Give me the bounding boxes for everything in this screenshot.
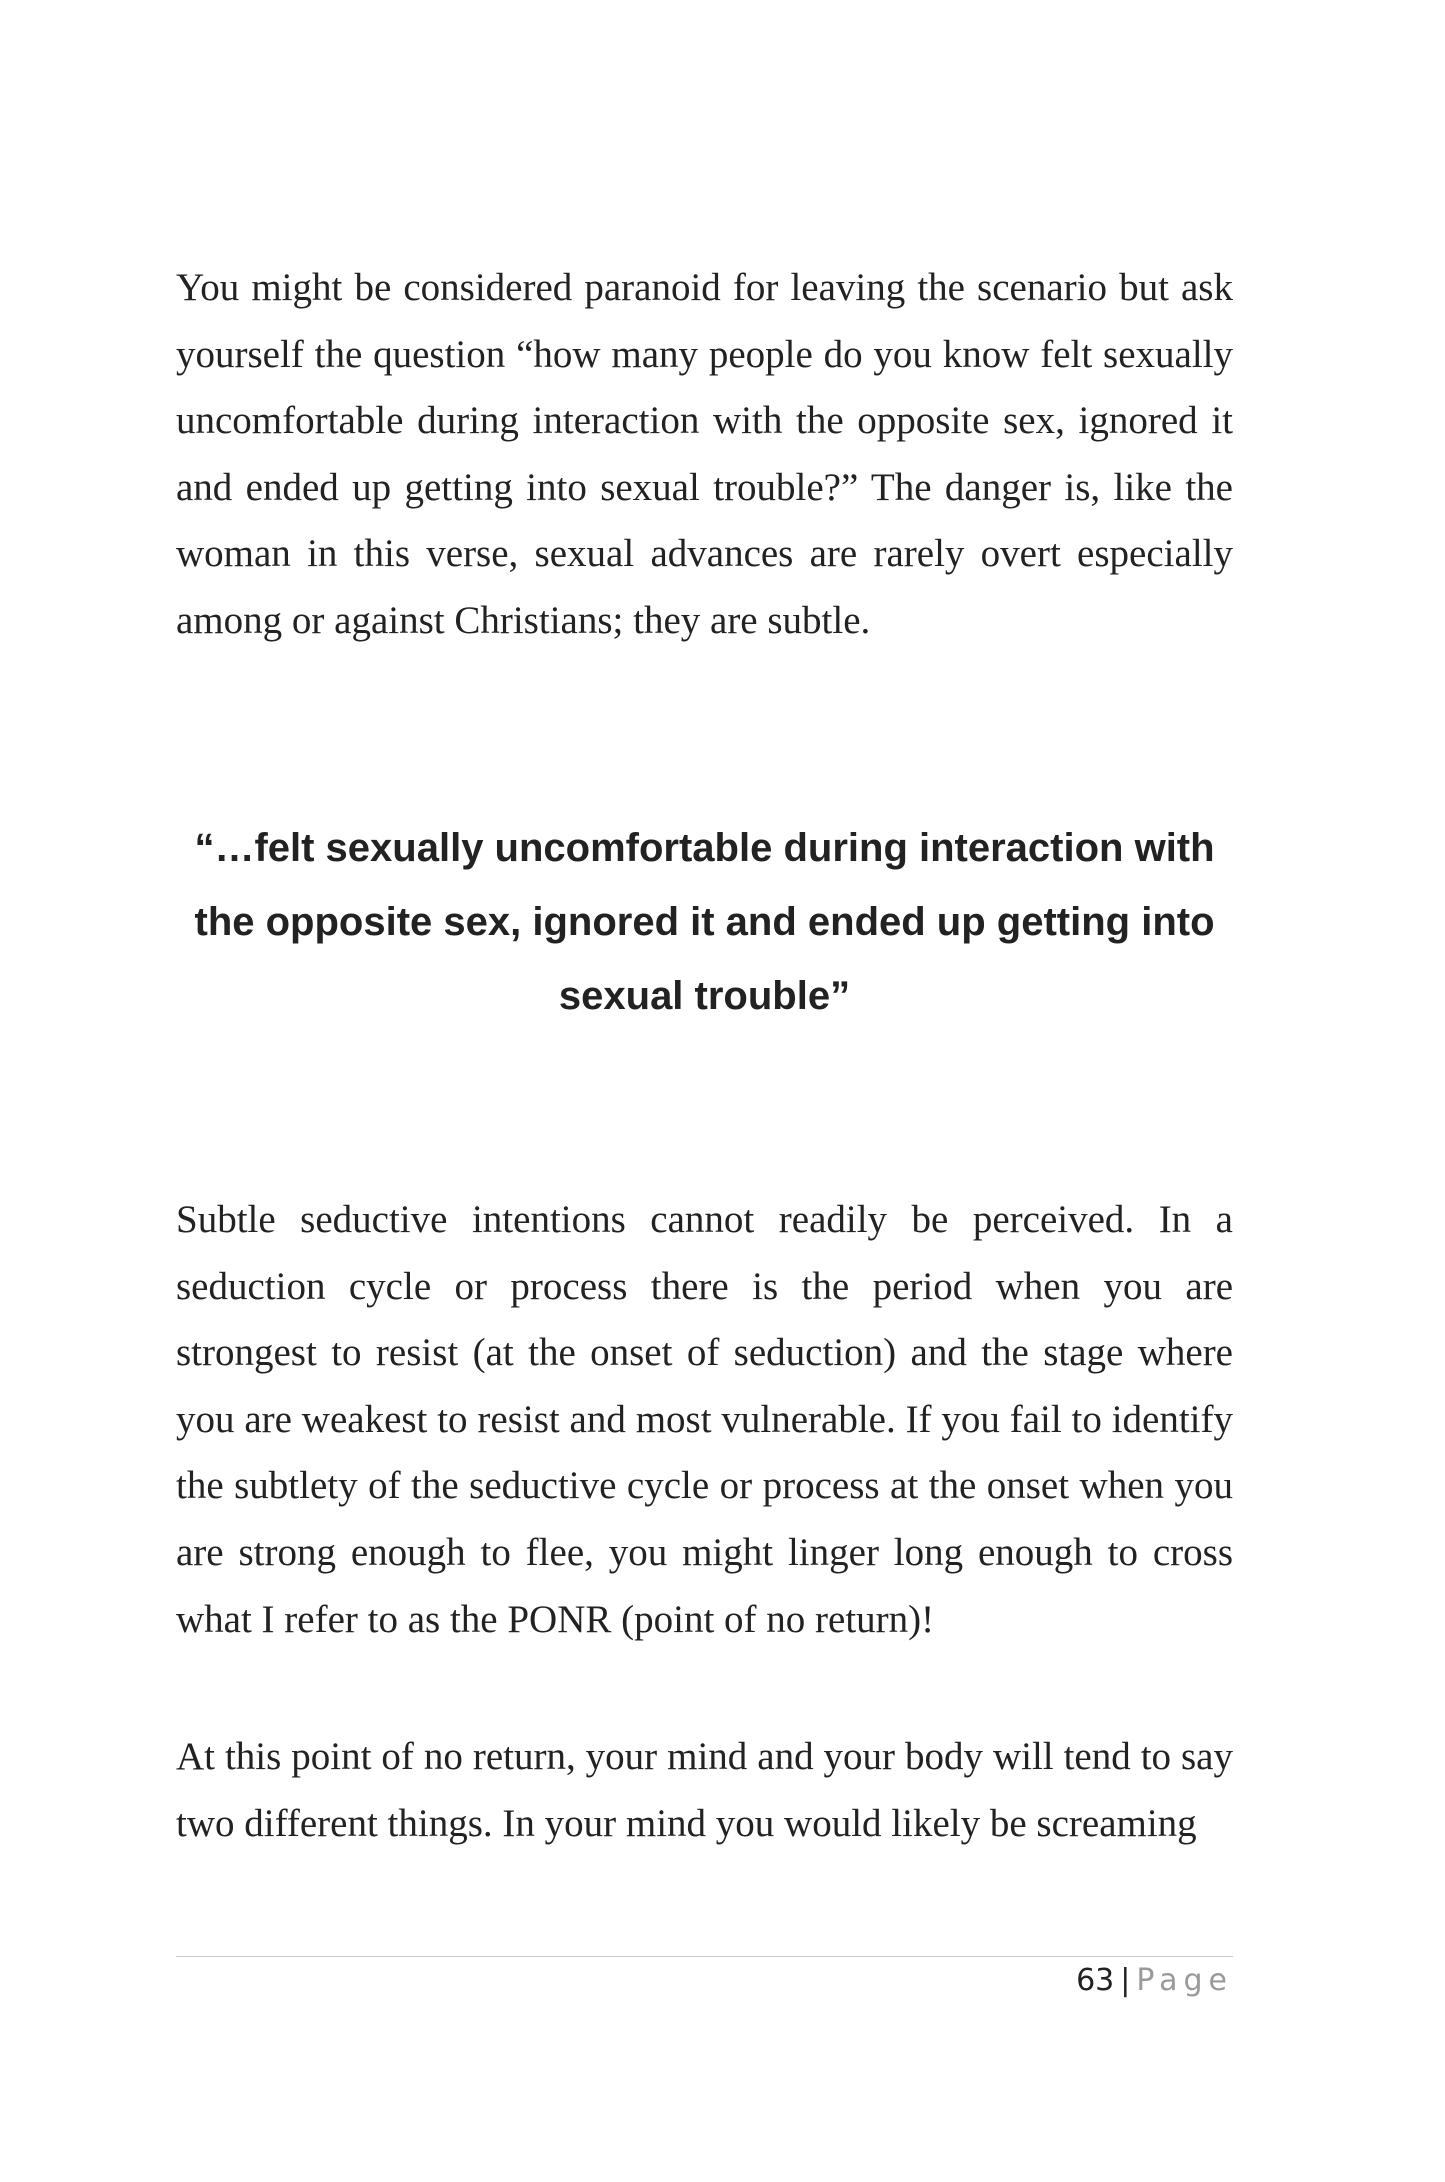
body-paragraph: You might be considered paranoid for leaving the scenario but ask yourself the question “how many people do you know felt sexually uncomfortable during interaction with the opposite sex, ignored it and ended up getting into sexual trouble?” The danger is, like the woman in this verse, sexual advances are rarely overt especially among or against Christians; they are subtle. bbox=[176, 266, 1233, 642]
body-paragraph: Subtle seductive intentions cannot readily be perceived. In a seduction cycle or process there is the period when you are strongest to resist (at the onset of seduction) and the stage where you are weakest to resist and most vulnerable. If you fail to identify the subtlety of the seductive cycle or process at the onset when you are strong enough to flee, you might linger long enough to cross what I refer to as the PONR (point of no return)! bbox=[176, 1198, 1233, 1641]
page-number: 63 bbox=[1076, 1963, 1115, 1998]
pull-quote: “…felt sexually uncomfortable during interaction with the opposite sex, ignored it and ended up getting into sexual trouble” bbox=[194, 826, 1215, 1018]
footer-divider bbox=[176, 1956, 1233, 1957]
page-separator: | bbox=[1120, 1963, 1131, 1998]
page-label: Page bbox=[1136, 1963, 1233, 1998]
body-paragraph: At this point of no return, your mind and your body will tend to say two different things. In your mind you would likely be screaming bbox=[176, 1735, 1233, 1845]
page-footer bbox=[1076, 1958, 1233, 2004]
